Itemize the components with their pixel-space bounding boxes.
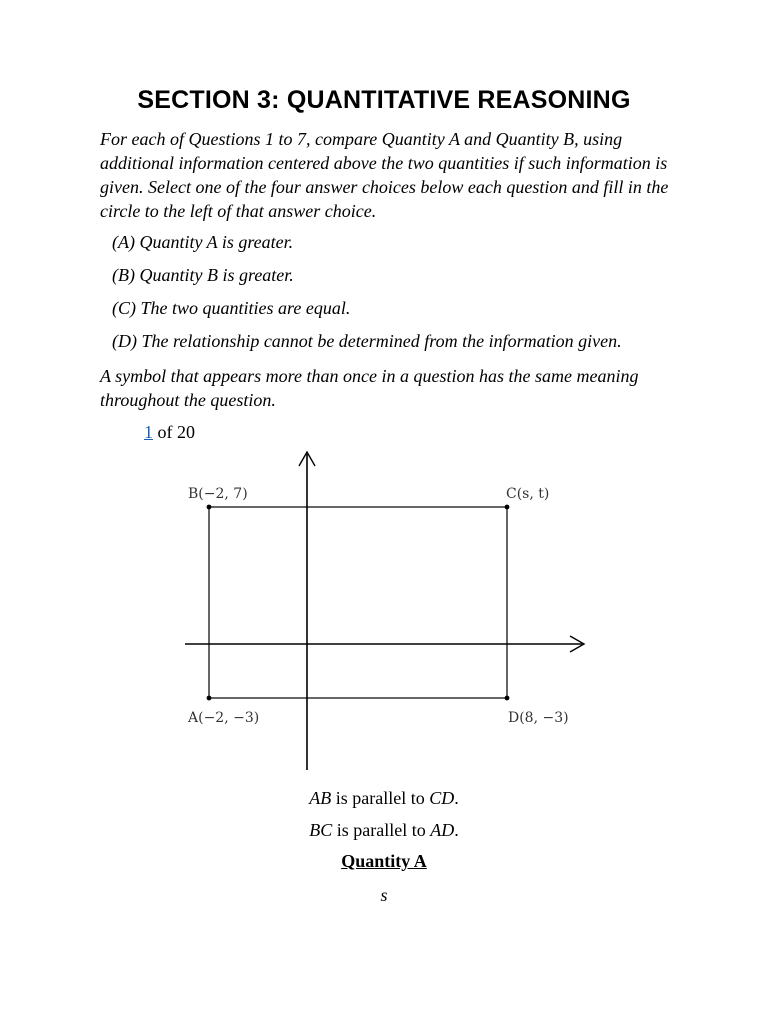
answer-choice-b: (B) Quantity B is greater.	[112, 265, 294, 285]
question-total: of 20	[153, 422, 195, 442]
point-d	[505, 696, 510, 701]
question-number-link[interactable]: 1	[144, 422, 153, 442]
segment-bc: BC	[309, 820, 333, 840]
symbol-note: A symbol that appears more than once in a question has the same meaning throughout the question.	[100, 366, 639, 410]
label-point-b: B(−2, 7)	[188, 486, 248, 502]
statement-bc-parallel-ad: BC is parallel to AD.	[309, 820, 459, 840]
label-point-d: D(8, −3)	[508, 710, 569, 726]
segment-ad: AD	[430, 820, 455, 840]
coordinate-figure	[0, 440, 768, 780]
section-title: SECTION 3: QUANTITATIVE REASONING	[137, 86, 631, 114]
point-a	[207, 696, 212, 701]
answer-choice-a: (A) Quantity A is greater.	[112, 232, 294, 252]
point-c	[505, 505, 510, 510]
segment-ab: AB	[309, 788, 332, 808]
instructions-paragraph: For each of Questions 1 to 7, compare Quantity A and Quantity B, using additional information centered above the two quantities if such information is given. Select one of the four answer choices below each question and fill in the circle to the left of that answer choice.	[100, 129, 669, 221]
label-point-c: C(s, t)	[506, 486, 550, 502]
answer-choice-c: (C) The two quantities are equal.	[112, 298, 351, 318]
rectangle-abcd	[209, 507, 507, 698]
answer-choice-list	[112, 230, 622, 362]
point-b	[207, 505, 212, 510]
statement-ab-parallel-cd: AB is parallel to CD.	[309, 788, 459, 808]
label-point-a: A(−2, −3)	[188, 710, 260, 726]
answer-choice-d: (D) The relationship cannot be determined from the information given.	[112, 331, 622, 351]
segment-cd: CD	[429, 788, 455, 808]
quantity-a-heading: Quantity A	[341, 851, 427, 871]
quantity-a-value: s	[380, 885, 388, 905]
